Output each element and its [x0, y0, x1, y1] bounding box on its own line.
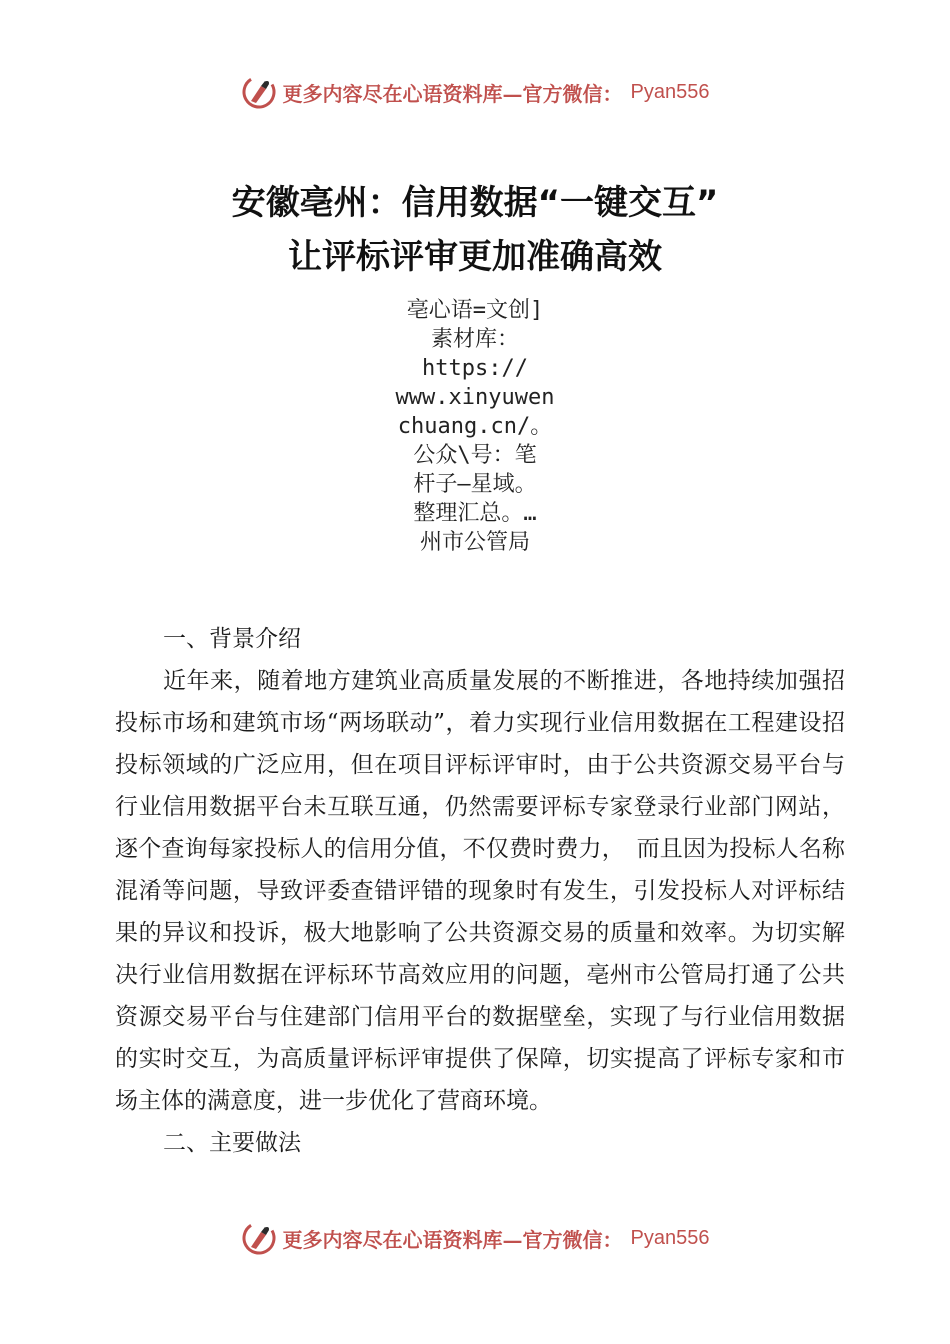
byline-line: 亳心语=文创] [406, 298, 544, 323]
footer-watermark [0, 1218, 950, 1258]
header-watermark [0, 72, 950, 112]
section-heading-background: 一、背景介绍 [163, 626, 301, 652]
byline-line: 素材库： [430, 327, 519, 352]
byline-line: 整理汇总。… [413, 501, 537, 526]
document-body [115, 618, 845, 1164]
byline-block [375, 296, 575, 557]
section-heading-main-practices: 二、主要做法 [163, 1130, 301, 1156]
byline-line: 公众\号：笔 [413, 443, 537, 468]
byline-line: www.xinyuwen [395, 385, 555, 410]
watermark-wechat-id: Pyan556 [630, 80, 710, 103]
section-paragraph-background: 近年来，随着地方建筑业高质量发展的不断推进，各地持续加强招投标市场和建筑市场“两场联动”，着力实现行业信用数据在工程建设招投标领域的广泛应用，但在项目评标评审时，由于公共资源交易平台与行业信用数据平台未互联互通，仍然需要评标专家登录行业部门网站，逐个查询每家投标人的信用分值，不仅费时费力， 而且因为投标人名称混淆等问题，导致评委查错评错的现象时有发生，引发投标人对评标结果的异议和投诉，极大地影响了公共资源交易的质量和效率。为切实解决行业信用数据在评标环节高效应用的问题，亳州市公管局打通了公共资源交易平台与住建部门信用平台的数据壁垒，实现了与行业信用数据的实时交互，为高质量评标评审提供了保障，切实提高了评标专家和市场主体的满意度，进一步优化了营商环境。 [115, 668, 845, 1114]
document-title [0, 176, 950, 284]
watermark-text: 更多内容尽在心语资料库—官方微信： [282, 81, 623, 106]
pen-nib-logo-icon [241, 74, 277, 110]
byline-line: 杆子—星域。 [413, 472, 537, 497]
title-line-1: 安徽亳州：信用数据“一键交互” [231, 183, 719, 223]
pen-nib-logo-icon [241, 1220, 277, 1256]
watermark-text: 更多内容尽在心语资料库—官方微信： [282, 1227, 623, 1252]
title-line-2: 让评标评审更加准确高效 [288, 237, 662, 277]
byline-line: https:// [422, 356, 528, 381]
byline-line: chuang.cn/。 [397, 414, 553, 439]
byline-line: 州市公管局 [419, 530, 530, 555]
watermark-wechat-id: Pyan556 [630, 1226, 710, 1249]
